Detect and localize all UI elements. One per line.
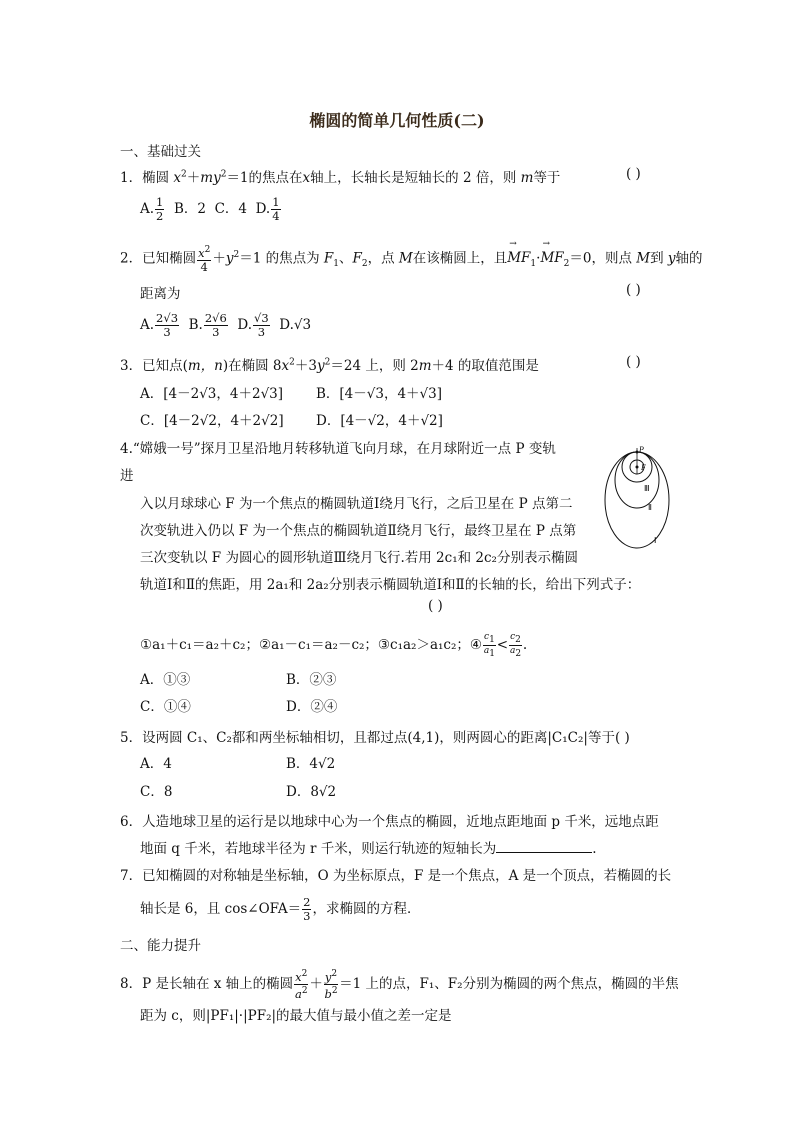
question-2-options: A. $\frac{2√3}{3}$ B. $\frac{2√6}{3}$ D. $\frac{√3}{3}$ D.√3	[140, 311, 312, 339]
label-iii: Ⅲ	[644, 484, 650, 493]
option-4c: C．①④	[140, 699, 191, 715]
question-4-line2: 入以月球球心 F 为一个焦点的椭圆轨道Ⅰ绕月飞行，之后卫星在 P 点第二	[140, 496, 573, 512]
answer-blank-6	[496, 840, 592, 853]
question-6-line1: 6．人造地球卫星的运行是以地球中心为一个焦点的椭圆，近地点距地面 p 千米，远地点距	[120, 814, 659, 830]
option-3c: C．[4－2√2，4＋2√2]	[140, 413, 284, 429]
label-i: Ⅰ	[654, 536, 657, 545]
option-5d: D．8√2	[286, 784, 337, 800]
point-f	[636, 466, 639, 469]
question-2: 2．已知椭圆 $\frac{x^2}{4}$ $+y^2=1$ 的焦点为 $F_1$、$F_2$，点 M在该椭圆上，且→ $MF_1\cdot\to MF_2=0$，则点 M到 y轴的	[120, 244, 703, 274]
page-title: 椭圆的简单几何性质(二)	[309, 111, 485, 130]
answer-paren-4: ( )	[428, 598, 443, 614]
label-p: P	[639, 445, 644, 454]
option-5c: C．8	[140, 784, 173, 800]
question-1: 1．椭圆 $x^2+my^2=1$的焦点在x轴上，长轴长是短轴长的 2 倍，则 m等于	[120, 169, 561, 186]
answer-paren-1: ( )	[626, 166, 641, 182]
orbit-figure	[604, 440, 676, 552]
option-4a: A．①③	[140, 672, 191, 688]
option-4d: D．②④	[286, 699, 338, 715]
question-4-line1b: 进	[120, 468, 134, 484]
option-3d: D．[4－√2，4＋√2]	[316, 413, 443, 429]
question-2-line2: 距离为	[140, 286, 181, 302]
answer-paren-3: ( )	[626, 354, 641, 370]
question-5: 5．设两圆 C₁、C₂都和两坐标轴相切，且都过点(4,1)，则两圆心的距离|C₁C₂|等于( )	[120, 730, 630, 746]
option-4b: B．②③	[286, 672, 337, 688]
label-ii: Ⅱ	[648, 503, 652, 512]
section-heading-basic: 一、基础过关	[120, 144, 201, 160]
question-4-formulas: ①a₁＋c₁＝a₂＋c₂；②a₁－c₁＝a₂－c₂；③c₁a₂＞a₁c₂；④ $\frac{c1}{a1}$ < $\frac{c2}{a2}$ .	[140, 632, 528, 659]
option-3a: A．[4－2√3，4＋2√3]	[140, 386, 284, 402]
question-8-line2: 距为 c，则|PF₁|·|PF₂|的最大值与最小值之差一定是	[140, 1008, 452, 1024]
question-4-line1: 4.“嫦娥一号”探月卫星沿地月转移轨道飞向月球，在月球附近一点 P 变轨	[120, 441, 556, 457]
question-1-options: A. $\frac{1}{2}$ B．2 C．4 D. $\frac{1}{4}$	[140, 195, 280, 223]
question-3: 3．已知点(m，n)在椭圆 $8x^2+3y^2=24$ 上，则 2m＋4 的取值范围是	[120, 357, 539, 374]
question-4-line3: 次变轨进入仍以 F 为一个焦点的椭圆轨道Ⅱ绕月飞行，最终卫星在 P 点第	[140, 523, 577, 539]
question-8-line1: 8．P 是长轴在 x 轴上的椭圆 $\frac{x^2}{a^2}$ ＋ $\frac{y^2}{b^2}$ ＝1 上的点，F₁、F₂分别为椭圆的两个焦点，椭圆的半焦	[120, 969, 679, 1001]
answer-paren-2: ( )	[626, 282, 641, 298]
section-heading-advanced: 二、能力提升	[120, 938, 201, 954]
option-5b: B．4√2	[286, 756, 336, 772]
option-3b: B．[4－√3，4＋√3]	[316, 386, 443, 402]
question-7-line2: 轴长是 6，且 cos∠OFA＝ $\frac{2}{3}$ ，求椭圆的方程．	[140, 895, 421, 923]
question-4-line5: 轨道Ⅰ和Ⅱ的焦距，用 2a₁和 2a₂分别表示椭圆轨道Ⅰ和Ⅱ的长轴的长，给出下列式子：	[140, 577, 641, 593]
question-4-line4: 三次变轨以 F 为圆心的圆形轨道Ⅲ绕月飞行.若用 2c₁和 2c₂分别表示椭圆	[140, 550, 578, 566]
question-7-line1: 7．已知椭圆的对称轴是坐标轴，O 为坐标原点，F 是一个焦点，A 是一个顶点，若椭圆的长	[120, 868, 672, 884]
label-f: F	[641, 463, 646, 472]
question-6-line2: 地面 q 千米，若地球半径为 r 千米，则运行轨迹的短轴长为 .	[140, 841, 597, 857]
option-5a: A．4	[140, 756, 172, 772]
